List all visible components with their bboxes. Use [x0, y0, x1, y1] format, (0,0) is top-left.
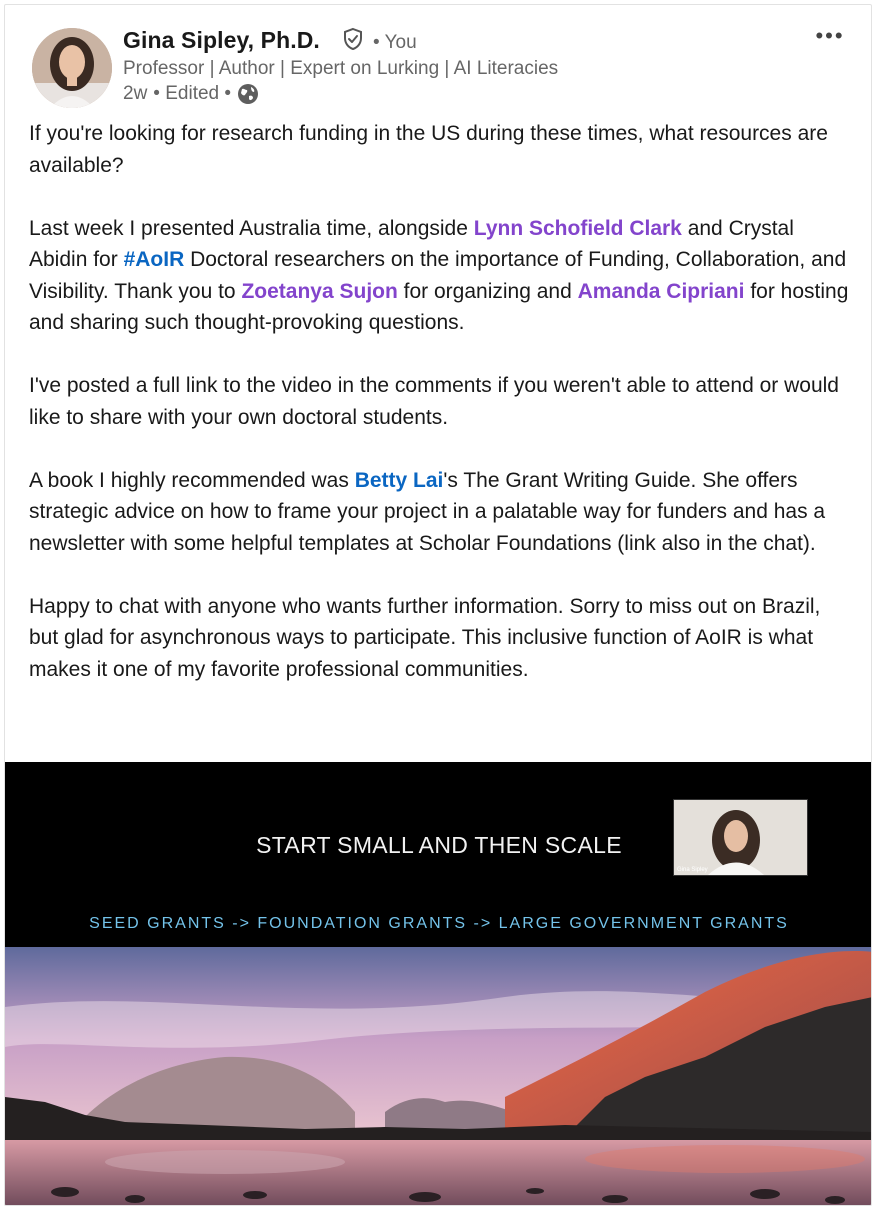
post-paragraph-5	[29, 591, 849, 686]
post-paragraph-1	[29, 118, 849, 181]
globe-icon	[237, 83, 259, 105]
mention-zoetanya-sujon[interactable]: Zoetanya Sujon	[241, 279, 398, 303]
more-options-icon: •••	[815, 23, 845, 48]
edited-label: • Edited •	[153, 83, 232, 104]
post-meta	[123, 83, 259, 105]
slide-title: START SMALL AND THEN SCALE	[256, 832, 622, 858]
paragraph-text: for hosting and sharing such thought-provoking questions.	[29, 279, 849, 334]
slide-subtitle: SEED GRANTS -> FOUNDATION GRANTS -> LARGE GOVERNMENT GRANTS	[89, 915, 789, 932]
paragraph-text: A book I highly recommended was	[29, 468, 355, 492]
hashtag-aoir[interactable]: #AoIR	[123, 248, 185, 271]
verified-shield-icon	[341, 27, 365, 51]
paragraph-text: 's The Grant Writing Guide. She offers strategic advice on how to frame your project in a palatable way for funders and has a newsletter with some helpful templates at Scholar Foundations (link also in the chat).	[29, 468, 826, 555]
paragraph-text: I've posted a full link to the video in the comments if you weren't able to attend or would like to share with your own doctoral students.	[29, 374, 839, 429]
relation-label: • You	[373, 32, 417, 53]
post-media-image[interactable]	[5, 762, 872, 1206]
avatar-photo	[32, 28, 112, 108]
paragraph-text: Last week I presented Australia time, alongside	[29, 216, 474, 240]
paragraph-text: and Crystal Abidin for	[29, 216, 794, 271]
mention-amanda-cipriani[interactable]: Amanda Cipriani	[577, 279, 745, 303]
mention-betty-lai[interactable]: Betty Lai	[354, 468, 444, 492]
post-paragraph-3	[29, 370, 849, 433]
paragraph-text: Doctoral researchers on the importance of Funding, Collaboration, and Visibility. Thank you to	[29, 248, 847, 303]
webcam-name-label: Gina Sipley	[677, 867, 708, 873]
webcam-person-image	[674, 800, 807, 875]
post-paragraph-4	[29, 465, 849, 560]
author-name[interactable]: Gina Sipley, Ph.D.	[123, 27, 320, 53]
post-card	[4, 4, 872, 1206]
author-headline: Professor | Author | Expert on Lurking | AI Literacies	[123, 58, 559, 79]
author-avatar[interactable]	[32, 28, 112, 108]
mountain-lake-landscape	[5, 947, 872, 1206]
post-time: 2w	[123, 83, 148, 104]
post-paragraph-2	[29, 213, 849, 339]
post-body	[29, 118, 849, 685]
mention-lynn-schofield-clark[interactable]: Lynn Schofield Clark	[473, 216, 682, 240]
webcam-thumbnail	[673, 799, 808, 876]
paragraph-text: Happy to chat with anyone who wants further information. Sorry to miss out on Brazil, but glad for asynchronous ways to participate. This inclusive function of AoIR is what makes it one of my favorite professional communities.	[29, 594, 821, 681]
paragraph-text: If you're looking for research funding in the US during these times, what resources are available?	[29, 122, 828, 177]
more-options-button[interactable]	[813, 21, 847, 51]
paragraph-text: for organizing and	[397, 279, 578, 303]
